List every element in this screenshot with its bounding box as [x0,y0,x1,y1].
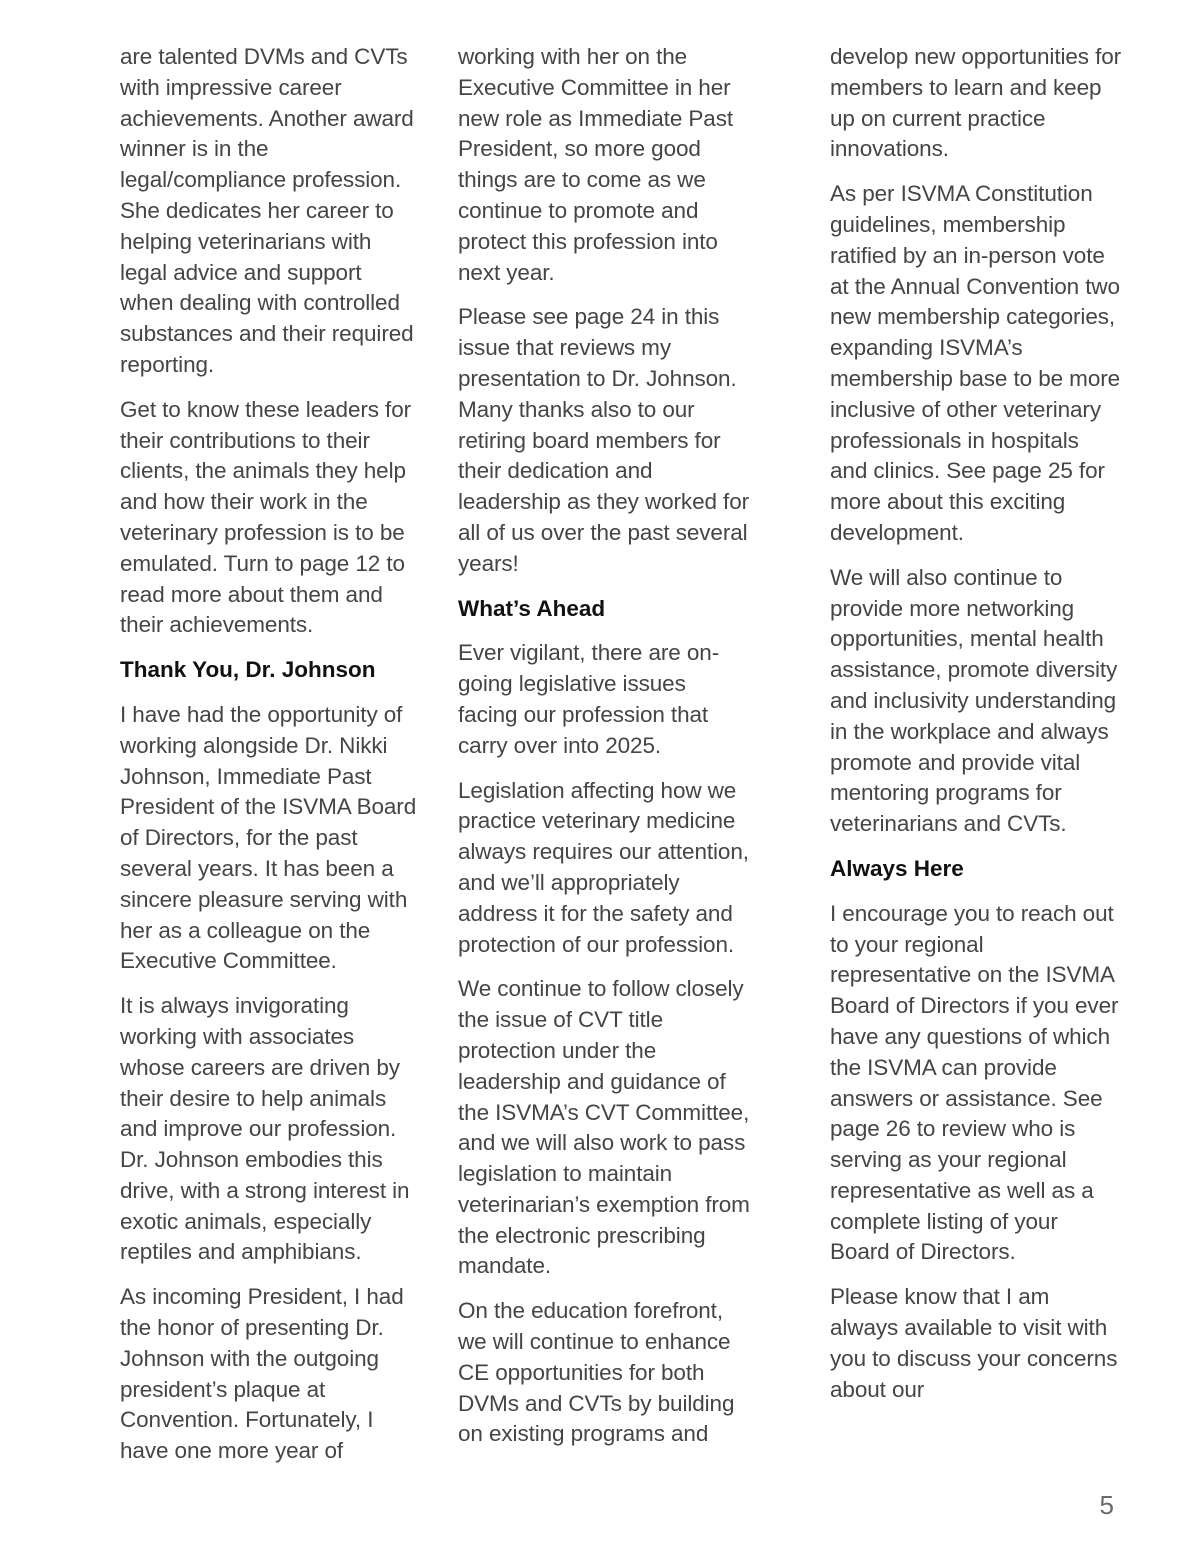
paragraph: develop new opportunities for members to learn and keep up on current practice innovations. [830,44,1122,162]
section-heading: Always Here [830,855,964,881]
paragraph: I have had the opportunity of working alongside Dr. Nikki Johnson, Immediate Past President of the ISVMA Board of Directors, for the past several years. It has been a sincere pleasure serving with her as a colleague on the Executive Committee. [120,701,417,974]
paragraph: It is always invigorating working with associates whose careers are driven by their desire to help animals and improve our profession. Dr. Johnson embodies this drive, with a strong interest in exotic animals, especially reptiles and amphibians. [120,993,410,1265]
paragraph: On the education forefront, we will continue to enhance CE opportunities for both DVMs and CVTs by building on existing programs and [458,1298,735,1447]
paragraph: Please know that I am always available to visit with you to discuss your concerns about our [830,1284,1118,1402]
paragraph: As per ISVMA Constitution guidelines, membership ratified by an in-person vote at the Annual Convention two new membership categories, expanding ISVMA’s membership base to be more inclusive of other veterinary professionals in hospitals and clinics. See page 25 for more about this exciting development. [830,181,1121,545]
text-column-1 [120,42,420,1481]
text-column-2 [458,42,750,1464]
paragraph: We will also continue to provide more networking opportunities, mental health assistance, promote diversity and inclusivity understanding in the workplace and always promote and provide vital mentoring programs for veterinarians and CVTs. [830,564,1118,837]
page-number: 5 [1099,1490,1114,1520]
paragraph: working with her on the Executive Committee in her new role as Immediate Past President, so more good things are to come as we continue to promote and protect this profession into next year. [458,44,734,285]
text-column-3 [830,42,1122,1419]
section-heading: What’s Ahead [458,595,606,621]
paragraph: Ever vigilant, there are on-going legislative issues facing our profession that carry over into 2025. [458,640,720,758]
paragraph: Please see page 24 in this issue that reviews my presentation to Dr. Johnson. Many thanks also to our retiring board members for their dedication and leadership as they worked for all of us over the past several years! [458,304,750,576]
paragraph: As incoming President, I had the honor of presenting Dr. Johnson with the outgoing president’s plaque at Convention. Fortunately, I have one more year of [120,1284,404,1464]
paragraph: I encourage you to reach out to your regional representative on the ISVMA Board of Directors if you ever have any questions of which the ISVMA can provide answers or assistance. See page 26 to review who is serving as your regional representative as well as a complete listing of your Board of Directors. [830,900,1119,1265]
paragraph: Get to know these leaders for their contributions to their clients, the animals they help and how their work in the veterinary profession is to be emulated. Turn to page 12 to read more about them and their achievements. [120,396,412,638]
paragraph: Legislation affecting how we practice veterinary medicine always requires our attention, and we’ll appropriately address it for the safety and protection of our profession. [458,777,749,957]
paragraph: We continue to follow closely the issue of CVT title protection under the leadership and guidance of the ISVMA’s CVT Committee, and we will also work to pass legislation to maintain veterinarian’s exemption from the electronic prescribing mandate. [458,976,750,1279]
section-heading: Thank You, Dr. Johnson [120,657,376,683]
paragraph: are talented DVMs and CVTs with impressive career achievements. Another award winner is in the legal/compliance profession. She dedicates her career to helping veterinarians with legal advice and support when dealing with controlled substances and their required reporting. [120,44,414,377]
